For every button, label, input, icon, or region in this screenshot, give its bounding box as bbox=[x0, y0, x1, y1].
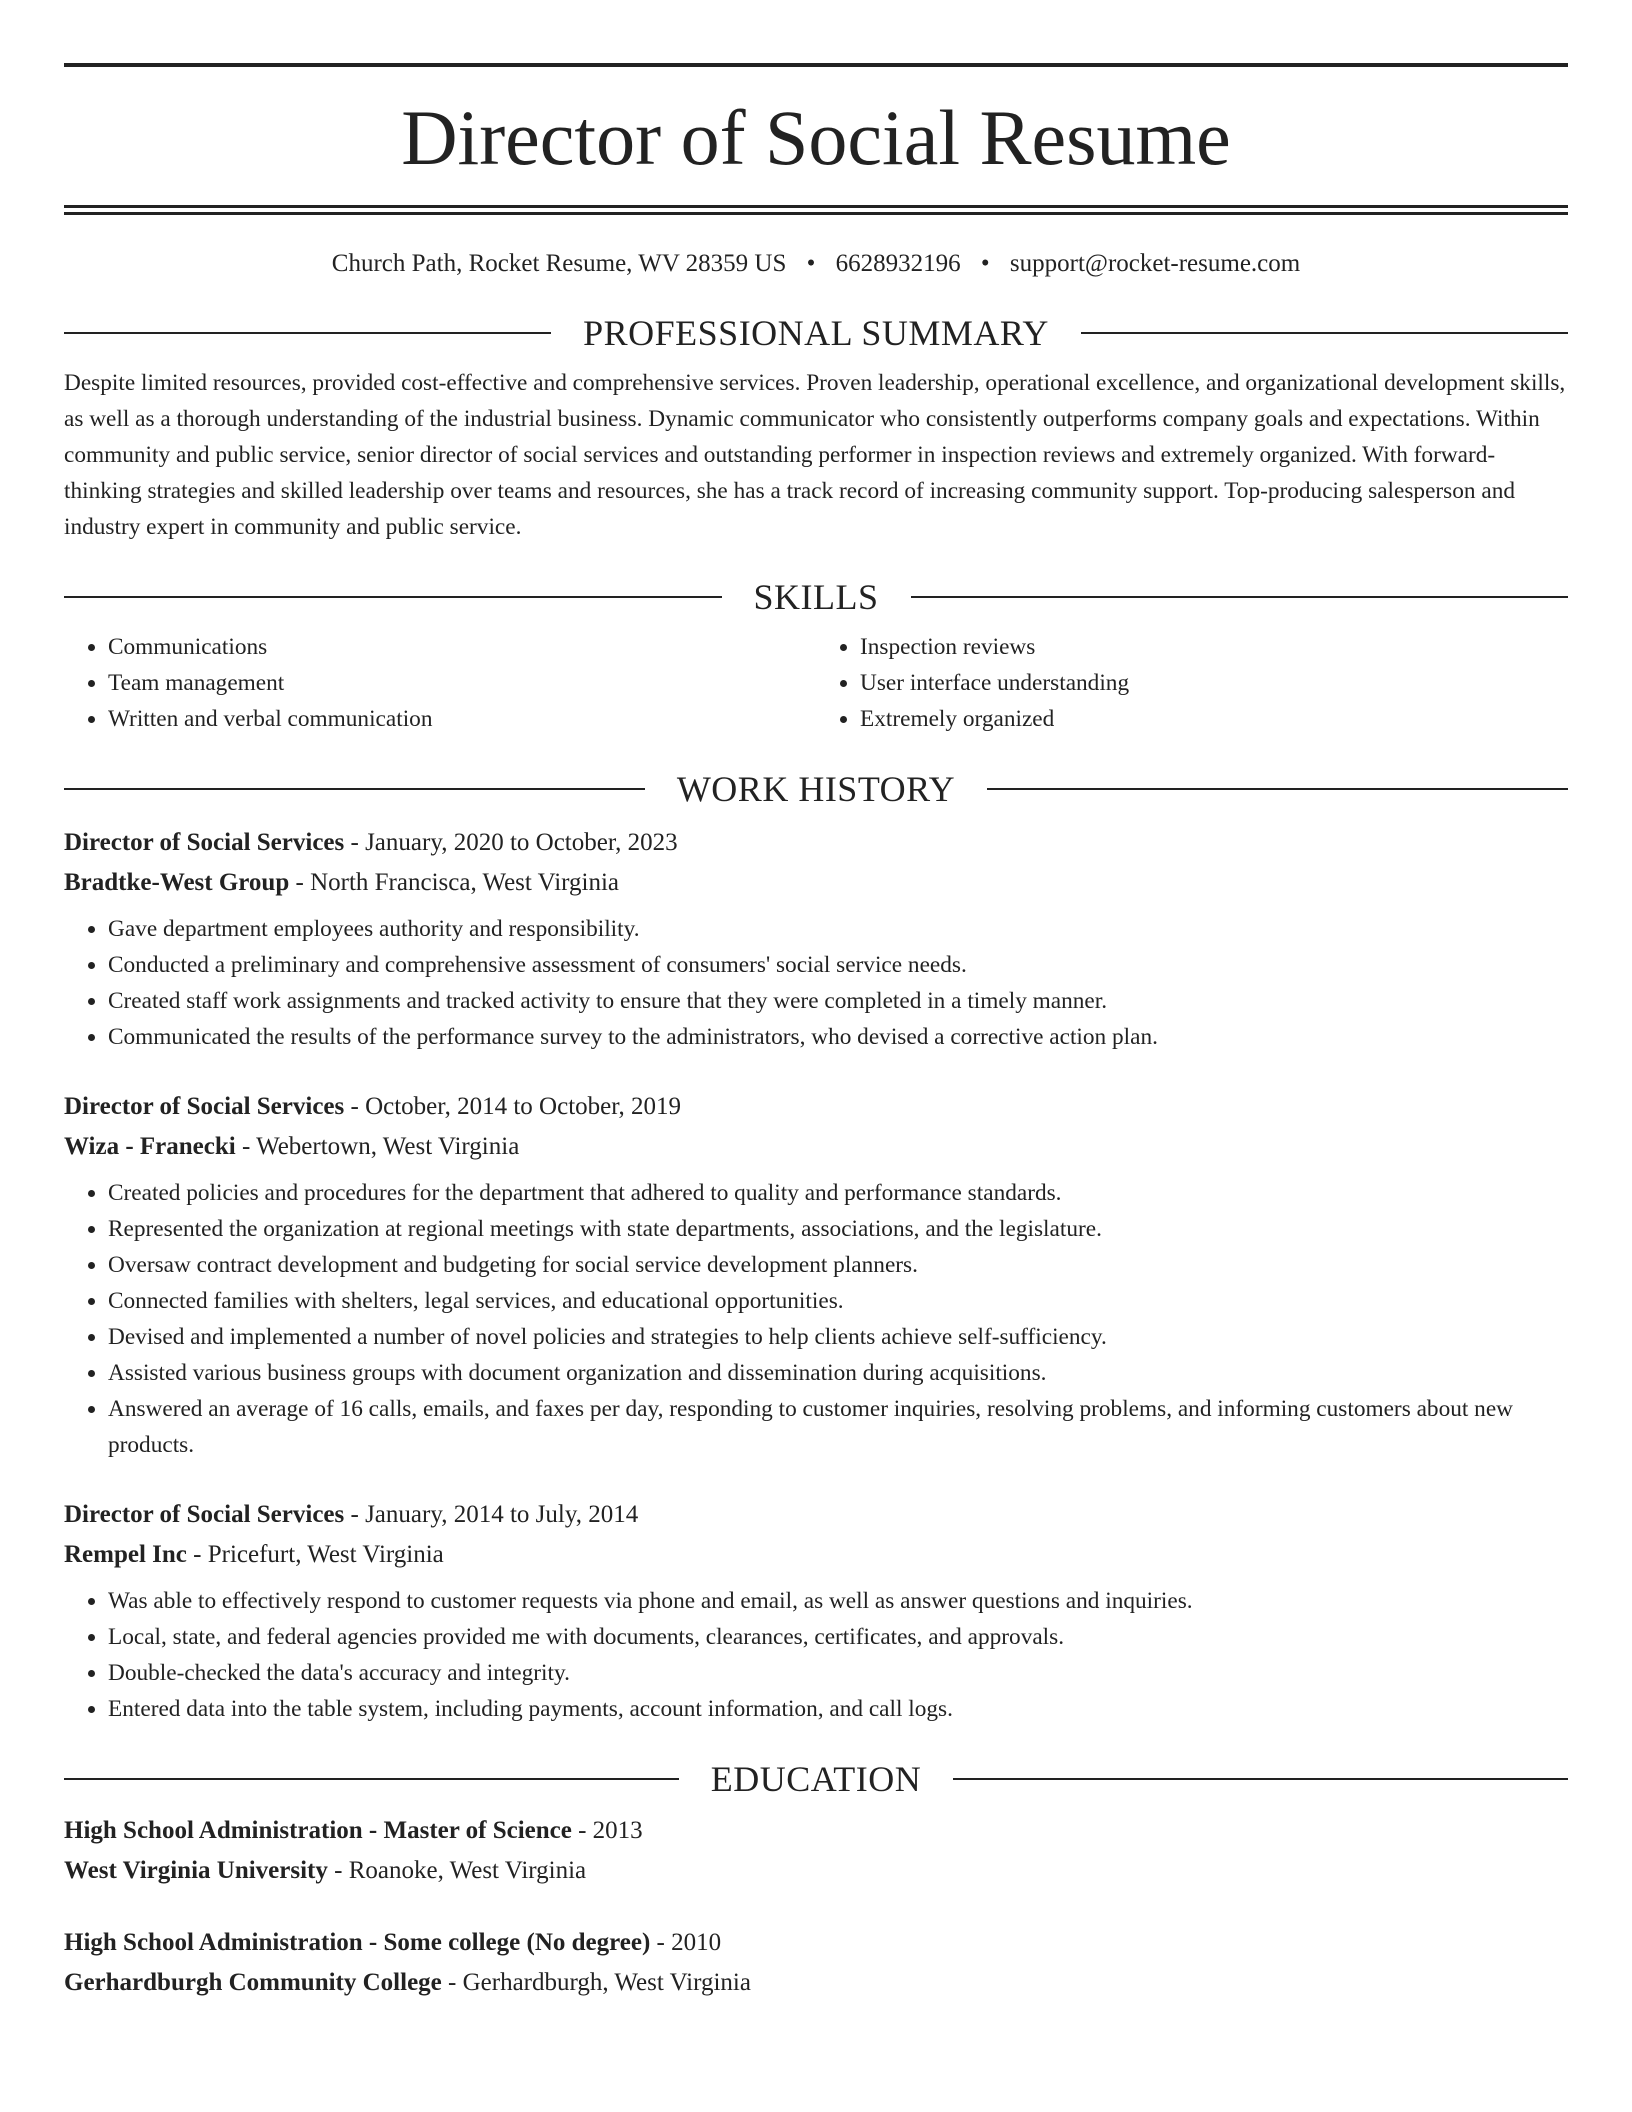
job-title-line bbox=[64, 823, 1568, 863]
section-header-work bbox=[64, 767, 1568, 811]
section-rule bbox=[64, 1778, 679, 1780]
education-location: - Gerhardburgh, West Virginia bbox=[441, 1969, 751, 1996]
job-bullet: • Created staff work assignments and tracked activity to ensure that they were completed in a timely manner. bbox=[108, 983, 1568, 1019]
job-bullets bbox=[64, 1583, 1568, 1727]
contact-phone: 6628932196 bbox=[835, 250, 961, 277]
job-title: Director of Social Services bbox=[64, 829, 345, 856]
section-rule bbox=[64, 332, 551, 334]
education-degree: High School Administration - Some college (No degree) bbox=[64, 1929, 651, 1956]
work-history-list bbox=[64, 823, 1568, 1727]
job-bullet: • Double-checked the data's accuracy and integrity. bbox=[108, 1655, 1568, 1691]
title-double-rule bbox=[64, 205, 1568, 215]
job-company-line bbox=[64, 1535, 1568, 1575]
skill-item: • User interface understanding bbox=[860, 665, 1568, 701]
job-bullet: • Oversaw contract development and budgeting for social service development planners. bbox=[108, 1247, 1568, 1283]
section-rule bbox=[1081, 332, 1568, 334]
section-title-education: EDUCATION bbox=[710, 1759, 922, 1799]
job-bullet: • Local, state, and federal agencies provided me with documents, clearances, certificates, and approvals. bbox=[108, 1619, 1568, 1655]
education-location: - Roanoke, West Virginia bbox=[327, 1857, 587, 1884]
education-school-line bbox=[64, 1963, 1568, 2003]
job-dates: - January, 2014 to July, 2014 bbox=[344, 1501, 639, 1528]
skills-list-left bbox=[64, 629, 816, 737]
job-title-line bbox=[64, 1495, 1568, 1535]
job-bullet: • Assisted various business groups with document organization and dissemination during acquisitions. bbox=[108, 1355, 1568, 1391]
job-bullet: • Answered an average of 16 calls, emails, and faxes per day, responding to customer inquiries, resolving problems, and informing customers about new products. bbox=[108, 1391, 1568, 1463]
resume-page bbox=[64, 0, 1568, 2003]
job-company-line bbox=[64, 1127, 1568, 1167]
job-bullet: • Was able to effectively respond to customer requests via phone and email, as well as answer questions and inquiries. bbox=[108, 1583, 1568, 1619]
job-entry bbox=[64, 1087, 1568, 1463]
section-rule bbox=[953, 1778, 1568, 1780]
skill-item: • Inspection reviews bbox=[860, 629, 1568, 665]
skills-list-right bbox=[816, 629, 1568, 737]
job-location: - Webertown, West Virginia bbox=[235, 1133, 520, 1160]
job-company-line bbox=[64, 863, 1568, 903]
contact-separator: • bbox=[980, 250, 990, 277]
skill-item: • Written and verbal communication bbox=[108, 701, 816, 737]
job-title-line bbox=[64, 1087, 1568, 1127]
education-school-line bbox=[64, 1851, 1568, 1891]
skill-item: • Extremely organized bbox=[860, 701, 1568, 737]
education-degree-line bbox=[64, 1811, 1568, 1851]
job-bullet: • Connected families with shelters, legal services, and educational opportunities. bbox=[108, 1283, 1568, 1319]
section-header-skills bbox=[64, 575, 1568, 619]
job-bullet: • Entered data into the table system, including payments, account information, and call logs. bbox=[108, 1691, 1568, 1727]
top-rule bbox=[64, 63, 1568, 67]
skill-item: • Team management bbox=[108, 665, 816, 701]
summary-paragraph: Despite limited resources, provided cost-effective and comprehensive services. Proven leadership, operational excellence, and organizational development skills, as well as a thorough understanding of the industrial business. Dynamic communicator who consistently outperforms company goals and expectations. Within community and public service, senior director of social services and outstanding performer in inspection reviews and extremely organized. With forward-thinking strategies and skilled leadership over teams and resources, she has a track record of increasing community support. Top-producing salesperson and industry expert in community and public service. bbox=[64, 370, 1566, 540]
section-rule bbox=[64, 596, 722, 598]
job-bullets bbox=[64, 1175, 1568, 1463]
education-list bbox=[64, 1811, 1568, 2003]
section-rule bbox=[64, 788, 645, 790]
section-title-skills: SKILLS bbox=[753, 577, 879, 617]
job-bullet: • Conducted a preliminary and comprehensive assessment of consumers' social service needs. bbox=[108, 947, 1568, 983]
job-company: Bradtke-West Group bbox=[64, 869, 290, 896]
job-title: Director of Social Services bbox=[64, 1093, 345, 1120]
education-school: West Virginia University bbox=[64, 1857, 328, 1884]
education-year: - 2010 bbox=[650, 1929, 722, 1956]
section-header-education bbox=[64, 1757, 1568, 1801]
skill-item: • Communications bbox=[108, 629, 816, 665]
contact-address: Church Path, Rocket Resume, WV 28359 US bbox=[331, 250, 787, 277]
job-location: - North Francisca, West Virginia bbox=[289, 869, 620, 896]
education-degree: High School Administration - Master of Science bbox=[64, 1817, 572, 1844]
job-company: Wiza - Franecki bbox=[64, 1133, 236, 1160]
contact-separator: • bbox=[806, 250, 816, 277]
education-year: - 2013 bbox=[571, 1817, 643, 1844]
job-entry bbox=[64, 823, 1568, 1055]
job-title: Director of Social Services bbox=[64, 1501, 345, 1528]
job-bullets bbox=[64, 911, 1568, 1055]
job-bullet: • Gave department employees authority and responsibility. bbox=[108, 911, 1568, 947]
section-title-summary: PROFESSIONAL SUMMARY bbox=[583, 313, 1049, 353]
job-location: - Pricefurt, West Virginia bbox=[186, 1541, 444, 1568]
section-rule bbox=[911, 596, 1569, 598]
section-title-work: WORK HISTORY bbox=[676, 769, 956, 809]
education-entry bbox=[64, 1923, 1568, 2003]
section-header-summary bbox=[64, 311, 1568, 355]
education-degree-line bbox=[64, 1923, 1568, 1963]
job-bullet: • Created policies and procedures for the department that adhered to quality and performance standards. bbox=[108, 1175, 1568, 1211]
education-entry bbox=[64, 1811, 1568, 1891]
job-dates: - January, 2020 to October, 2023 bbox=[344, 829, 678, 856]
contact-line bbox=[64, 247, 1568, 281]
job-company: Rempel Inc bbox=[64, 1541, 187, 1568]
resume-title: Director of Social Resume bbox=[401, 94, 1231, 181]
job-entry bbox=[64, 1495, 1568, 1727]
job-bullet: • Communicated the results of the performance survey to the administrators, who devised a corrective action plan. bbox=[108, 1019, 1568, 1055]
contact-email: support@rocket-resume.com bbox=[1009, 250, 1301, 277]
job-bullet: • Devised and implemented a number of novel policies and strategies to help clients achieve self-sufficiency. bbox=[108, 1319, 1568, 1355]
job-dates: - October, 2014 to October, 2019 bbox=[344, 1093, 682, 1120]
education-school: Gerhardburgh Community College bbox=[64, 1969, 442, 1996]
skills-columns bbox=[64, 629, 1568, 737]
section-rule bbox=[987, 788, 1568, 790]
job-bullet: • Represented the organization at regional meetings with state departments, associations, and the legislature. bbox=[108, 1211, 1568, 1247]
